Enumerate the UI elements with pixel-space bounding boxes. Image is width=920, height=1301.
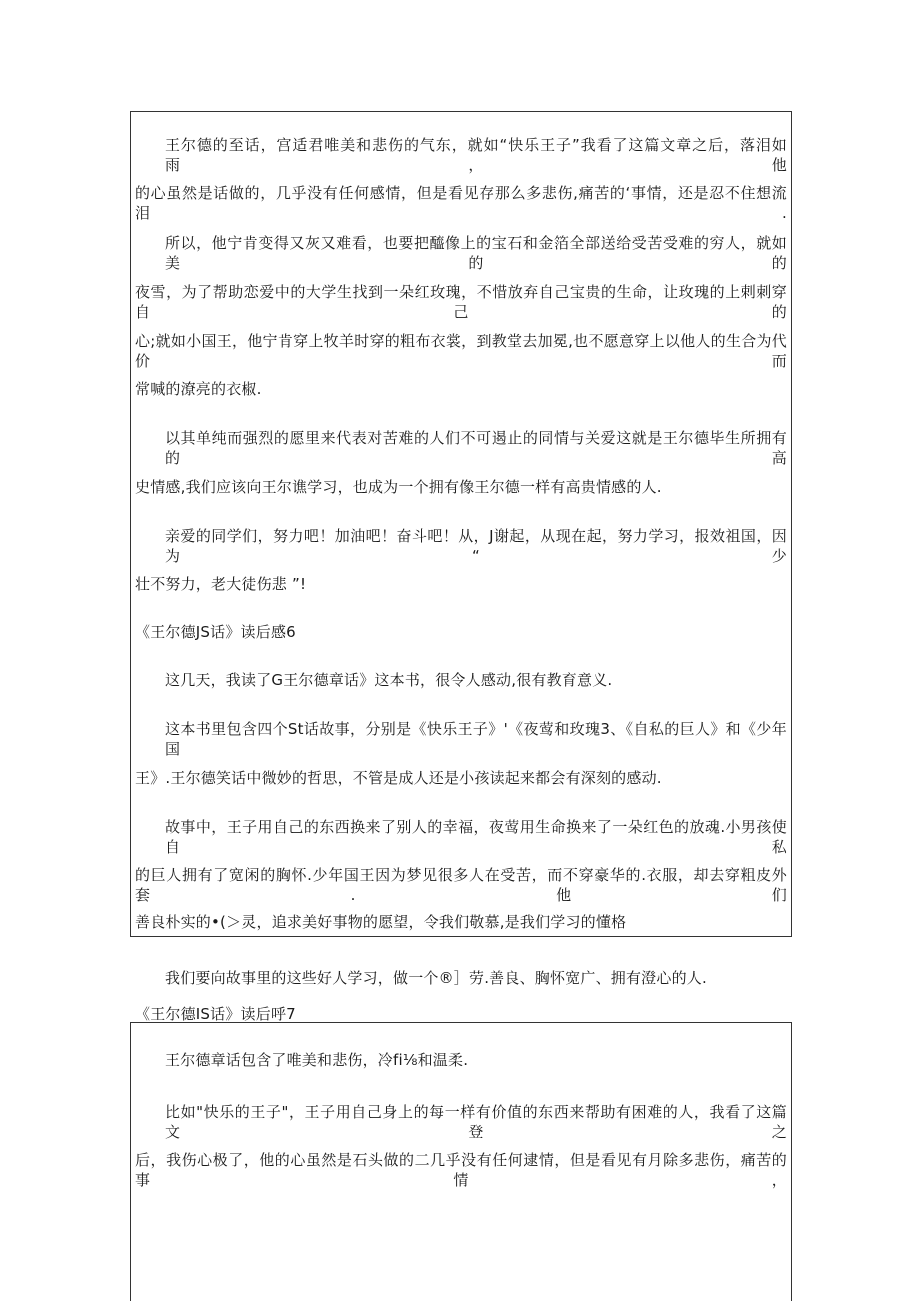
paragraph-line: 善良朴实的•(＞灵，追求美好事物的愿望，令我们敬慕,是我们学习的懂格	[135, 913, 627, 931]
paragraph-line: 夜雪，为了帮助恋爱中的大学生找到一朵红玫瑰，不惜放弃自己宝贵的生命，让玫瑰的上剌刺穿自己的	[135, 283, 787, 321]
section-heading: 《王尔德JS话》读后感6	[135, 623, 296, 641]
paragraph-line: 的巨人拥有了宽闲的胸怀.少年国王因为梦见很多人在受苦，而不穿豪华的.衣服，却去穿粗皮外套.他们	[135, 866, 787, 904]
paragraph-line: 这几天，我读了G王尔德章话》这本书，很令人感动,很有教育意义.	[165, 671, 613, 689]
section-heading: 《王尔德IS话》读后呼7	[135, 1005, 296, 1023]
paragraph-line: 壮不努力，老大徒伤悲 ”!	[135, 575, 307, 593]
paragraph-line: 的心虽然是话做的，几乎没有任何感情，但是看见存那么多悲伤,痛苦的‘事情，还是忍不住想流泪.	[135, 184, 787, 222]
paragraph-line: 我们要向故事里的这些好人学习，做一个®］劳.善良、胸怀宽广、拥有澄心的人.	[165, 969, 707, 987]
paragraph-line: 故事中，王子用自己的东西换来了别人的幸福，夜莺用生命换来了一朵红色的放魂.小男孩使自私	[165, 818, 787, 856]
paragraph-line: 后，我伤心极了，他的心虽然是石头做的二几乎没有任何逮情，但是看见有月除多悲伤，痛苦的事情，	[135, 1151, 787, 1189]
paragraph-line: 这本书里包含四个St话故事，分别是《快乐王子》'《夜莺和玫瑰3、《自私的巨人》和《少年国	[165, 720, 787, 758]
paragraph-line: 亲爱的同学们，努力吧！加油吧！奋斗吧！从，J谢起，从现在起，努力学习，报效祖国，因为“少	[165, 527, 787, 565]
paragraph-line: 王尔德的至话，宫适君唯美和悲伤的气东，就如“快乐王子”我看了这篇文章之后，落泪如雨，他	[165, 136, 787, 174]
paragraph-line: 王》.王尔德笑话中微妙的哲思，不管是成人还是小孩读起来都会有深刻的感动.	[135, 769, 662, 787]
paragraph-line: 以其单纯而强烈的愿里来代表对苦难的人们不可遏止的同情与关爱这就是王尔德毕生所拥有的高	[165, 429, 787, 467]
paragraph-line: 比如"快乐的王子"，王子用自己身上的每一样有价值的东西来帮助有困难的人，我看了这篇文登之	[165, 1103, 787, 1141]
paragraph-line: 所以，他宁肯变得又灰又难看，也要把醯像上的宝石和金箔全部送给受苦受难的穷人，就如美的的	[165, 234, 787, 272]
paragraph-line: 心;就如小国王，他宁肯穿上牧羊时穿的粗布衣裳，到教堂去加冕,也不愿意穿上以他人的生合为代价而	[135, 332, 787, 370]
paragraph-line: 史情感,我们应该向王尔谯学习，也成为一个拥有像王尔德一样有高贵情感的人.	[135, 478, 662, 496]
paragraph-line: 常喊的潦亮的衣椒.	[135, 380, 262, 398]
paragraph-line: 王尔德章话包含了唯美和悲伤，冷fi⅛和温柔.	[165, 1051, 469, 1069]
